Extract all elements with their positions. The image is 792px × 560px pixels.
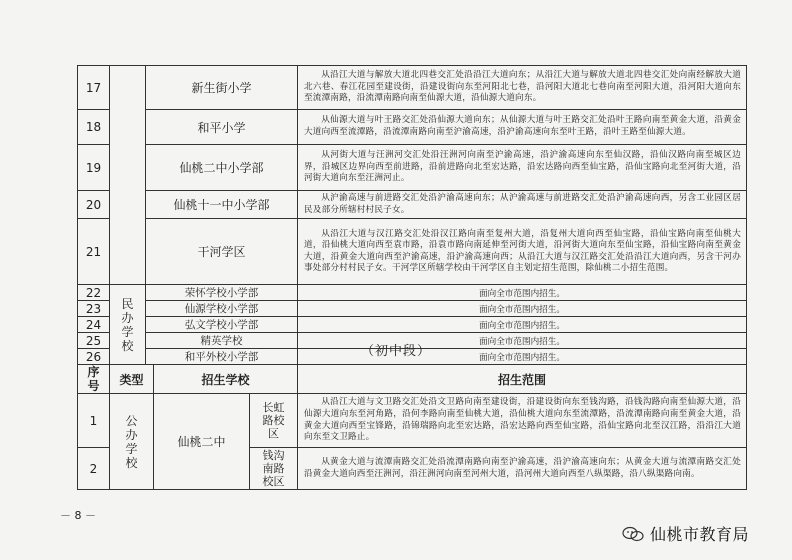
range-text: 从沿江大道与文卫路交汇处沿文卫路向南至建设街，沿建设街向东至钱沟路，沿钱沟路向南至仙源大道，沿仙源大道向东至河角路，沿何李路向南至仙桃大道，沿仙桃大道向东至流潭路，沿流潭南路向南至黄金大道，沿黄金大道向西至宝锋路，沿锦瑞路向北至宏达路，沿宏达路向西至仙宝路，沿仙宝路向北至汉江路，沿沿江大道向东至文卫路止。 [298, 394, 747, 448]
wechat-logo-icon [622, 526, 644, 542]
row-number: 20 [78, 191, 110, 219]
primary-table-body [78, 66, 747, 365]
row-number: 23 [78, 301, 110, 317]
header-range: 招生范围 [298, 365, 747, 394]
table-row [78, 219, 747, 285]
table-row [78, 66, 747, 110]
range-text: 面向全市范围内招生。 [298, 333, 747, 349]
range-text: 面向全市范围内招生。 [298, 317, 747, 333]
type-cell: 公办学校 [110, 394, 154, 490]
school-name: 干河学区 [146, 219, 298, 285]
middle-school-table [77, 364, 747, 490]
header-school: 招生学校 [154, 365, 298, 394]
range-text: 面向全市范围内招生。 [298, 285, 747, 301]
watermark [622, 522, 749, 545]
header-no: 序号 [78, 365, 110, 394]
row-number: 21 [78, 219, 110, 285]
school-name: 仙源学校小学部 [146, 301, 298, 317]
range-text: 从河街大道与汪洲河交汇处沿汪洲河向南至沪渝高速，沿沪渝高速向东至仙汉路，沿仙汉路向南至城区边界，沿城区边界向西至前进路，沿前进路向北至宏达路，沿宏达路向西至仙宝路，沿仙宝路向北至河街大道，沿河街大道向东至汪洲河止。 [298, 145, 747, 191]
range-text: 从沿江大道与汉江路交汇处沿汉江路向南至复州大道，沿复州大道向西至仙宝路，沿仙宝路向南至仙桃大道，沿仙桃大道向西至袁市路，沿袁市路向南延伸至河街大道，沿河街大道向东至仙宝路，沿仙宝路向南至黄金大道，沿黄金大道向西至沪渝高速，沿沪渝高速向西；从沿江大道与汉江路交汇处沿沿江大道向西，另含干河办事处部分村村民子女。干河学区所辖学校由干河学区自主划定招生范围，除仙桃二小招生范围。 [298, 219, 747, 285]
school-name: 新生街小学 [146, 66, 298, 110]
header-type: 类型 [110, 365, 154, 394]
type-cell-private: 民办学校 [110, 285, 146, 365]
table-row [78, 317, 747, 333]
row-number: 25 [78, 333, 110, 349]
table-row [78, 191, 747, 219]
school-name: 弘文学校小学部 [146, 317, 298, 333]
school-name: 精英学校 [146, 333, 298, 349]
school-name: 仙桃十一中小学部 [146, 191, 298, 219]
campus-name: 钱沟南路校区 [250, 448, 298, 490]
range-text: 从仙源大道与叶王路交汇处沿仙源大道向东；从仙源大道与叶王路交汇处沿叶王路向南至黄金大道，沿黄金大道向西至流潭路，沿流潭南路向南至沪渝高速，沿沪渝高速向东至叶王路，沿叶王路至仙源大道。 [298, 110, 747, 145]
school-name: 仙桃二中小学部 [146, 145, 298, 191]
watermark-text: 仙桃市教育局 [650, 525, 750, 544]
school-name: 和平小学 [146, 110, 298, 145]
range-text: 从黄金大道与流潭南路交汇处沿流潭南路向南至沪渝高速，沿沪渝高速向东；从黄金大道与流潭南路交汇处沿黄金大道向西至汪洲河，沿汪洲河向南至河州大道，沿河州大道向西至八纵渠路，沿八纵渠路向南。 [298, 448, 747, 490]
table-row [78, 394, 747, 448]
range-text: 从沪渝高速与前进路交汇处沿沪渝高速向东；从沪渝高速与前进路交汇处沿沪渝高速向西，另含工业园区居民及部分所辖村村民子女。 [298, 191, 747, 219]
primary-school-table [77, 65, 747, 365]
range-text: 面向全市范围内招生。 [298, 301, 747, 317]
row-number: 24 [78, 317, 110, 333]
row-number: 22 [78, 285, 110, 301]
range-text: 面向全市范围内招生。 [298, 349, 747, 365]
school-name: 和平外校小学部 [146, 349, 298, 365]
row-number: 18 [78, 110, 110, 145]
section-title: （初中段） [360, 344, 431, 359]
row-number: 26 [78, 349, 110, 365]
type-cell [110, 66, 146, 285]
row-number: 1 [78, 394, 110, 448]
table-row [78, 145, 747, 191]
table-row [78, 110, 747, 145]
row-number: 19 [78, 145, 110, 191]
row-number: 17 [78, 66, 110, 110]
range-text: 从沿江大道与解放大道北四巷交汇处沿沿江大道向东；从沿江大道与解放大道北四巷交汇处向南经解放大道北六巷、春江花园至建设街，沿建设街向东至河阳北七巷，沿河阳大道北七巷向南至河阳大道，沿河阳大道向东至流潭南路，沿流潭南路向南至仙源大道，沿仙源大道向东。 [298, 66, 747, 110]
school-name: 荣怀学校小学部 [146, 285, 298, 301]
table-row [78, 285, 747, 301]
table-row [78, 301, 747, 317]
page-number: － 8 － [60, 509, 96, 522]
table-header-row [78, 365, 747, 394]
school-name: 仙桃二中 [154, 394, 250, 490]
campus-name: 长虹路校区 [250, 394, 298, 448]
row-number: 2 [78, 448, 110, 490]
